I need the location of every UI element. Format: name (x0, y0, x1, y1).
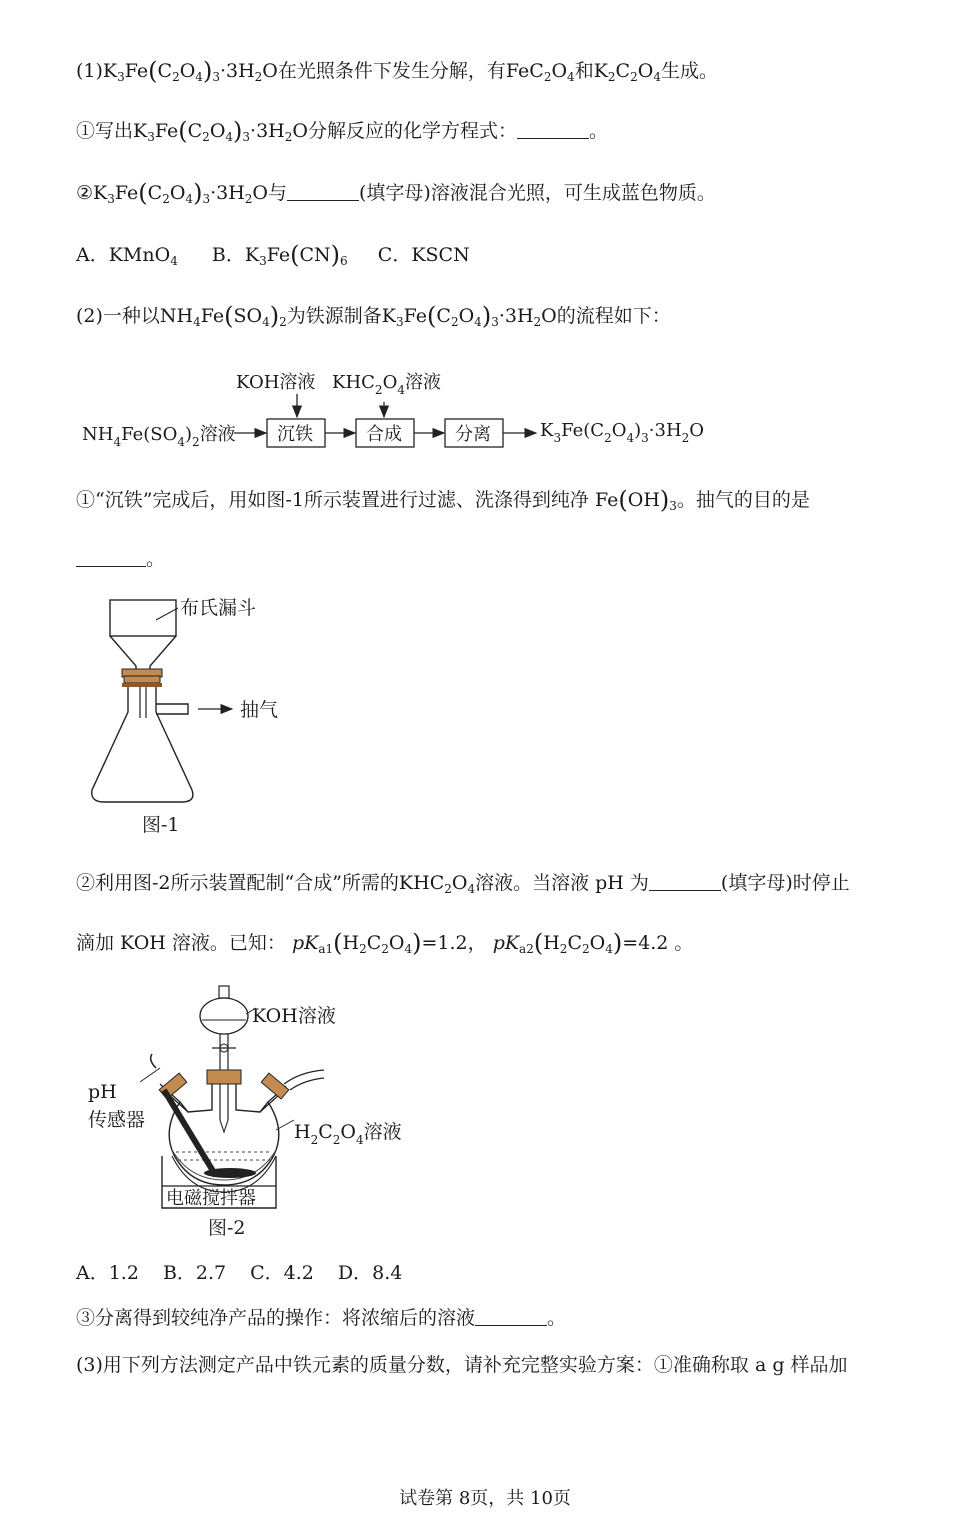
buchner-funnel (110, 600, 176, 636)
suction-label: 抽气 (240, 699, 279, 721)
flow-step-synthesize-label: 合成 (366, 424, 402, 445)
flow-product: $K_3Fe(C_2O_4)_3\cdot 3H_2O$ (540, 420, 705, 445)
figure-1-caption: 图-1 (142, 814, 180, 836)
option-c: C．4.2 (250, 1262, 314, 1284)
koh-solution-label: KOH溶液 (252, 1005, 336, 1027)
q2-intro: (2)一种以$NH_4Fe(SO_4)_2$为铁源制备$K_3Fe(C_2O_4)_3\cdot 3H_2O$的流程如下： (76, 302, 671, 330)
option-a: A．KMnO$_4$ (76, 244, 178, 268)
option-b: B．2.7 (162, 1262, 227, 1284)
buchner-funnel-label: 布氏漏斗 (180, 597, 257, 619)
flow-step-precipitate-label: 沉铁 (277, 424, 313, 445)
q2-options (76, 1260, 402, 1286)
q1-intro: $(1)K_3Fe(C_2O_4)_3\cdot 3H_2O$在光照条件下发生分解，有$FeC_2O_4$和$K_2C_2O_4$生成。 (76, 57, 718, 85)
dropping-funnel (200, 998, 248, 1034)
q2-sub2: ②利用图-2所示装置配制“合成”所需的$KHC_2O_4$溶液。当溶液 pH 为 (填字母)时停止 (76, 872, 850, 896)
option-b: B．$K_3Fe(CN)_6$ (211, 241, 348, 269)
flow-reagent-khc2o4: $KHC_2O_4$溶液 (332, 372, 441, 397)
q1-sub2: $②K_3Fe(C_2O_4)_3\cdot 3H_2O$与 (填字母)溶液混合光照，可生成蓝色物质。 (76, 179, 716, 207)
page-footer: 试卷第 8页，共 10页 (399, 1488, 571, 1509)
q1-options (76, 242, 470, 268)
stirrer-label: 电磁搅拌器 (166, 1188, 256, 1209)
q2-sub1: ①“沉铁”完成后，用如图-1所示装置进行过滤、洗涤得到纯净 $Fe(OH)_3$。抽气的目的是 (76, 486, 810, 514)
answer-blank[interactable] (76, 548, 146, 567)
option-c: C．KSCN (377, 244, 470, 266)
answer-blank[interactable] (517, 120, 589, 139)
figure-2-titration-setup (80, 980, 440, 1245)
ph-sensor-label-2: 传感器 (88, 1109, 146, 1131)
figure-2-caption: 图-2 (208, 1217, 246, 1239)
answer-blank[interactable] (649, 872, 721, 891)
q3-intro: (3)用下列方法测定产品中铁元素的质量分数，请补充完整实验方案：①准确称取 a g 样品加 (76, 1354, 848, 1376)
q1-sub1: ①写出$K_3Fe(C_2O_4)_3\cdot 3H_2O$分解反应的化学方程式： 。 (76, 117, 608, 145)
option-a: A．1.2 (76, 1262, 139, 1284)
figure-1-suction-filtration (80, 590, 310, 845)
flow-start: $NH_4Fe(SO_4)_2$溶液 (82, 424, 236, 449)
ph-probe (164, 1090, 216, 1176)
oxalic-acid-label: $H_2C_2O_4$溶液 (294, 1121, 402, 1147)
answer-blank[interactable] (287, 182, 359, 201)
flow-diagram (76, 362, 736, 462)
flow-reagent-koh: KOH溶液 (236, 372, 316, 393)
q2-sub1-cont: 。 (76, 546, 165, 572)
option-d: D．8.4 (337, 1262, 403, 1284)
answer-blank[interactable] (475, 1307, 547, 1326)
flow-step-separate-label: 分离 (455, 424, 491, 445)
q2-sub2-cont: 滴加 KOH 溶液。已知： $pK_{a1}(H_2C_2O_4)=1.2$， $pK_{a2}(H_2C_2O_4)=4.2$ 。 (76, 929, 694, 957)
ph-sensor-label-1: pH (88, 1081, 117, 1103)
q2-sub3: ③分离得到较纯净产品的操作：将浓缩后的溶液 。 (76, 1307, 567, 1329)
